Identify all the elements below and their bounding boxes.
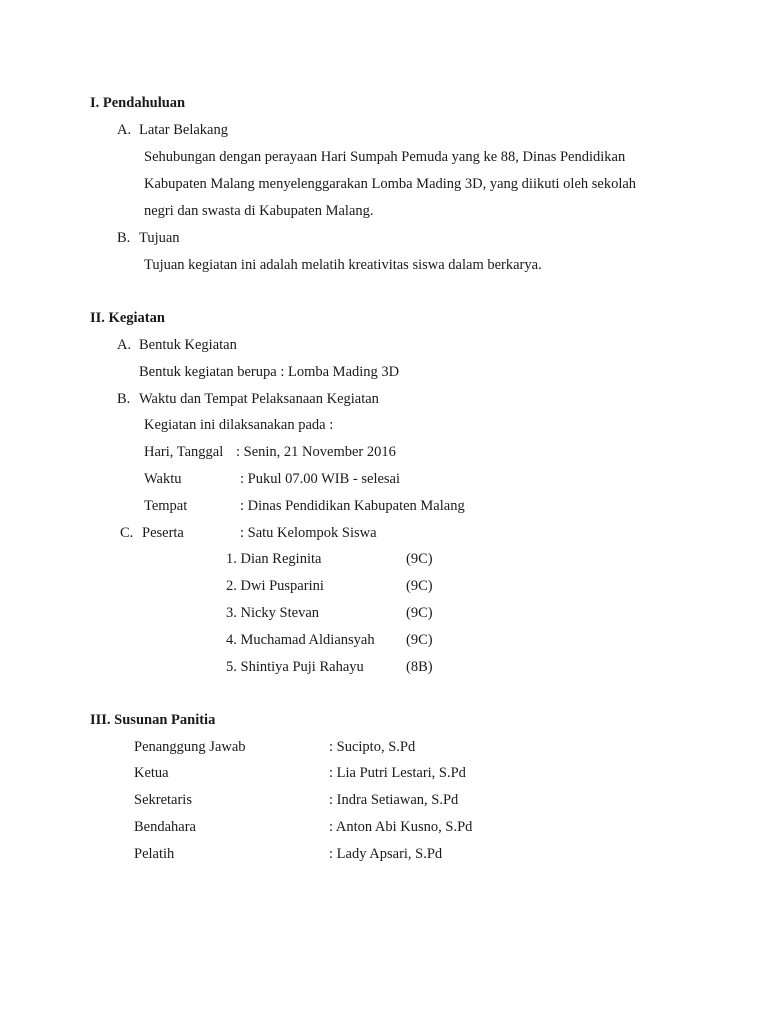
committee-name: : Lady Apsari, S.Pd xyxy=(329,846,443,862)
schedule-label-time: Waktu xyxy=(144,471,182,487)
committee-role: Pelatih xyxy=(134,846,175,862)
section-1-a-label: A. xyxy=(117,122,132,138)
section-1-b-label: B. xyxy=(117,230,131,246)
section-1-b-title: Tujuan xyxy=(139,230,180,246)
section-2-b-title: Waktu dan Tempat Pelaksanaan Kegiatan xyxy=(139,391,379,407)
section-1-a-title: Latar Belakang xyxy=(139,122,228,138)
participant-name: 3. Nicky Stevan xyxy=(226,605,320,621)
section-2-c-label: C. xyxy=(120,525,134,541)
section-2-c-title: Peserta xyxy=(142,525,184,541)
participant-class: (9C) xyxy=(406,605,433,621)
committee-role: Ketua xyxy=(134,765,169,781)
participants-summary: : Satu Kelompok Siswa xyxy=(240,525,377,541)
committee-name: : Anton Abi Kusno, S.Pd xyxy=(329,819,473,835)
committee-role: Penanggung Jawab xyxy=(134,739,246,755)
participant-name: 5. Shintiya Puji Rahayu xyxy=(226,659,364,675)
participant-class: (9C) xyxy=(406,578,433,594)
schedule-intro: Kegiatan ini dilaksanakan pada : xyxy=(144,417,334,433)
participant-name: 4. Muchamad Aldiansyah xyxy=(226,632,375,648)
committee-role: Bendahara xyxy=(134,819,196,835)
schedule-label-date: Hari, Tanggal xyxy=(144,444,224,460)
participant-class: (8B) xyxy=(406,659,433,675)
schedule-label-place: Tempat xyxy=(144,498,188,514)
background-line-3: negri dan swasta di Kabupaten Malang. xyxy=(144,203,374,219)
committee-name: : Indra Setiawan, S.Pd xyxy=(329,792,459,808)
background-line-1: Sehubungan dengan perayaan Hari Sumpah Pemuda yang ke 88, Dinas Pendidikan xyxy=(144,149,626,165)
background-line-2: Kabupaten Malang menyelenggarakan Lomba Mading 3D, yang diikuti oleh sekolah xyxy=(144,176,637,192)
schedule-value-place: : Dinas Pendidikan Kabupaten Malang xyxy=(240,498,465,514)
committee-name: : Lia Putri Lestari, S.Pd xyxy=(329,765,466,781)
activity-form-text: Bentuk kegiatan berupa : Lomba Mading 3D xyxy=(139,364,400,380)
section-3-heading: III. Susunan Panitia xyxy=(90,712,216,728)
section-2-a-title: Bentuk Kegiatan xyxy=(139,337,237,353)
schedule-value-date: : Senin, 21 November 2016 xyxy=(236,444,396,460)
participant-name: 2. Dwi Pusparini xyxy=(226,578,324,594)
participant-class: (9C) xyxy=(406,632,433,648)
purpose-text: Tujuan kegiatan ini adalah melatih kreativitas siswa dalam berkarya. xyxy=(144,257,542,273)
section-1-heading: I. Pendahuluan xyxy=(90,95,186,111)
section-2-a-label: A. xyxy=(117,337,132,353)
participant-name: 1. Dian Reginita xyxy=(226,551,322,567)
section-2-b-label: B. xyxy=(117,391,131,407)
participant-class: (9C) xyxy=(406,551,433,567)
schedule-value-time: : Pukul 07.00 WIB - selesai xyxy=(240,471,401,487)
committee-role: Sekretaris xyxy=(134,792,192,808)
section-2-heading: II. Kegiatan xyxy=(90,310,165,326)
committee-name: : Sucipto, S.Pd xyxy=(329,739,416,755)
